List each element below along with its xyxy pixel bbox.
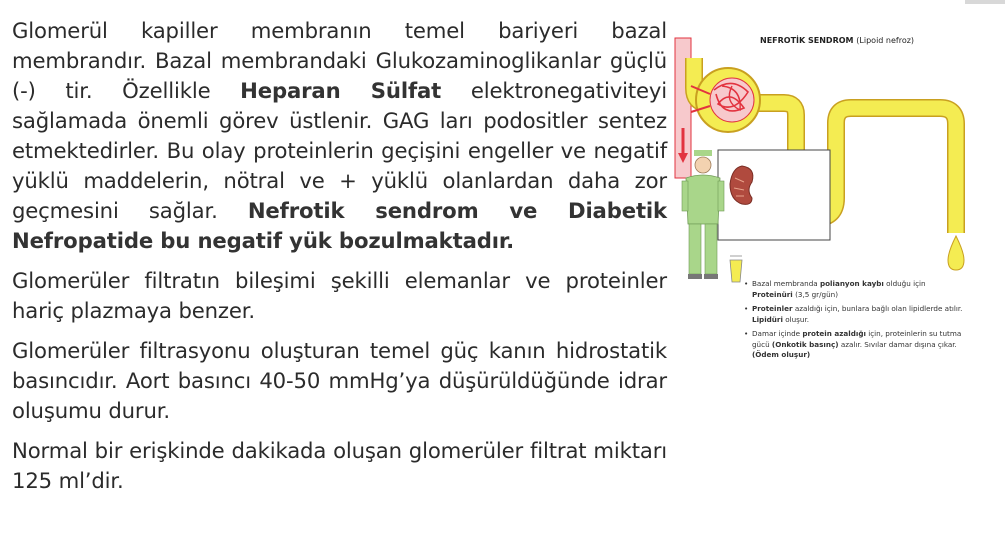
paragraph-gfr: Normal bir erişkinde dakikada oluşan glomerüler filtrat miktarı 125 ml’dir. (12, 438, 667, 493)
scan-edge-mark (965, 0, 1005, 4)
paragraph-text: Glomerül kapiller membranın temel bariyeri bazal membrandır. Bazal membrandaki Glukozaminoglikanlar güçlü (-) tir. Özellikle (12, 18, 667, 103)
note-bold: Proteinüri (752, 289, 793, 299)
bullet-icon: • (744, 279, 749, 288)
note-edema (744, 329, 974, 361)
bullet-icon: • (744, 304, 749, 313)
paragraph-text: elektronegativiteyi sağlamada önemli görev üstlenir. GAG ları podositler sentez etmektedirler. Bu olay proteinlerin geçişini engeller ve negatif yüklü maddelerin, nötral ve + yüklü olanlardan daha zor geçmesini sağlar. (12, 78, 667, 223)
figure-title-paren: (Lipoid nefroz) (856, 36, 915, 45)
note-bold: Proteinler (752, 304, 793, 313)
note-bold: (Ödem oluşur) (752, 350, 811, 359)
paragraph-hydrostatic-pressure: Glomerüler filtrasyonu oluşturan temel güç kanın hidrostatik basıncıdır. Aort basıncı 40-50 mmHg’ya düşürüldüğünde idrar oluşumu durur. (12, 338, 667, 423)
paragraph-basement-membrane (12, 16, 667, 256)
paragraph-filtrate-composition: Glomerüler filtratın bileşimi şekilli elemanlar ve proteinler hariç plazmaya benzer. (12, 268, 667, 323)
note-text: azaldığı için, bunlara bağlı olan lipidlerde atılır. (792, 304, 963, 313)
note-bold: polianyon kaybı (819, 279, 884, 288)
bold-heparan-sulfat: Heparan Sülfat (240, 78, 442, 103)
note-text: Bazal membranda (752, 279, 820, 288)
note-text: azalır. Sıvılar damar dışına çıkar. (838, 339, 957, 349)
figure-notes (744, 279, 974, 365)
note-bold: Lipidüri (752, 314, 783, 324)
figure-title-main: NEFROTİK SENDROM (760, 36, 854, 45)
note-bold: (Onkotik basınç) (771, 339, 839, 349)
note-text: oluşur. (782, 314, 810, 324)
note-text: olduğu için (883, 279, 926, 288)
bold-nefrotik-sendrom: Nefrotik sendrom ve Diabetik Nefropatide bu negatif yük bozulmaktadır. (12, 198, 667, 253)
urine-glass-icon (730, 256, 742, 282)
note-proteinuria (744, 279, 974, 300)
text-column (12, 16, 667, 506)
note-text: (3,5 gr/gün) (792, 289, 839, 299)
note-text: için, proteinlerin su tutma gücü (752, 329, 962, 349)
bullet-icon: • (744, 329, 749, 338)
droplet-icon (948, 236, 964, 270)
note-text: Damar içinde (752, 329, 803, 338)
note-lipiduria (744, 304, 974, 325)
note-bold: protein azaldığı (802, 329, 866, 338)
